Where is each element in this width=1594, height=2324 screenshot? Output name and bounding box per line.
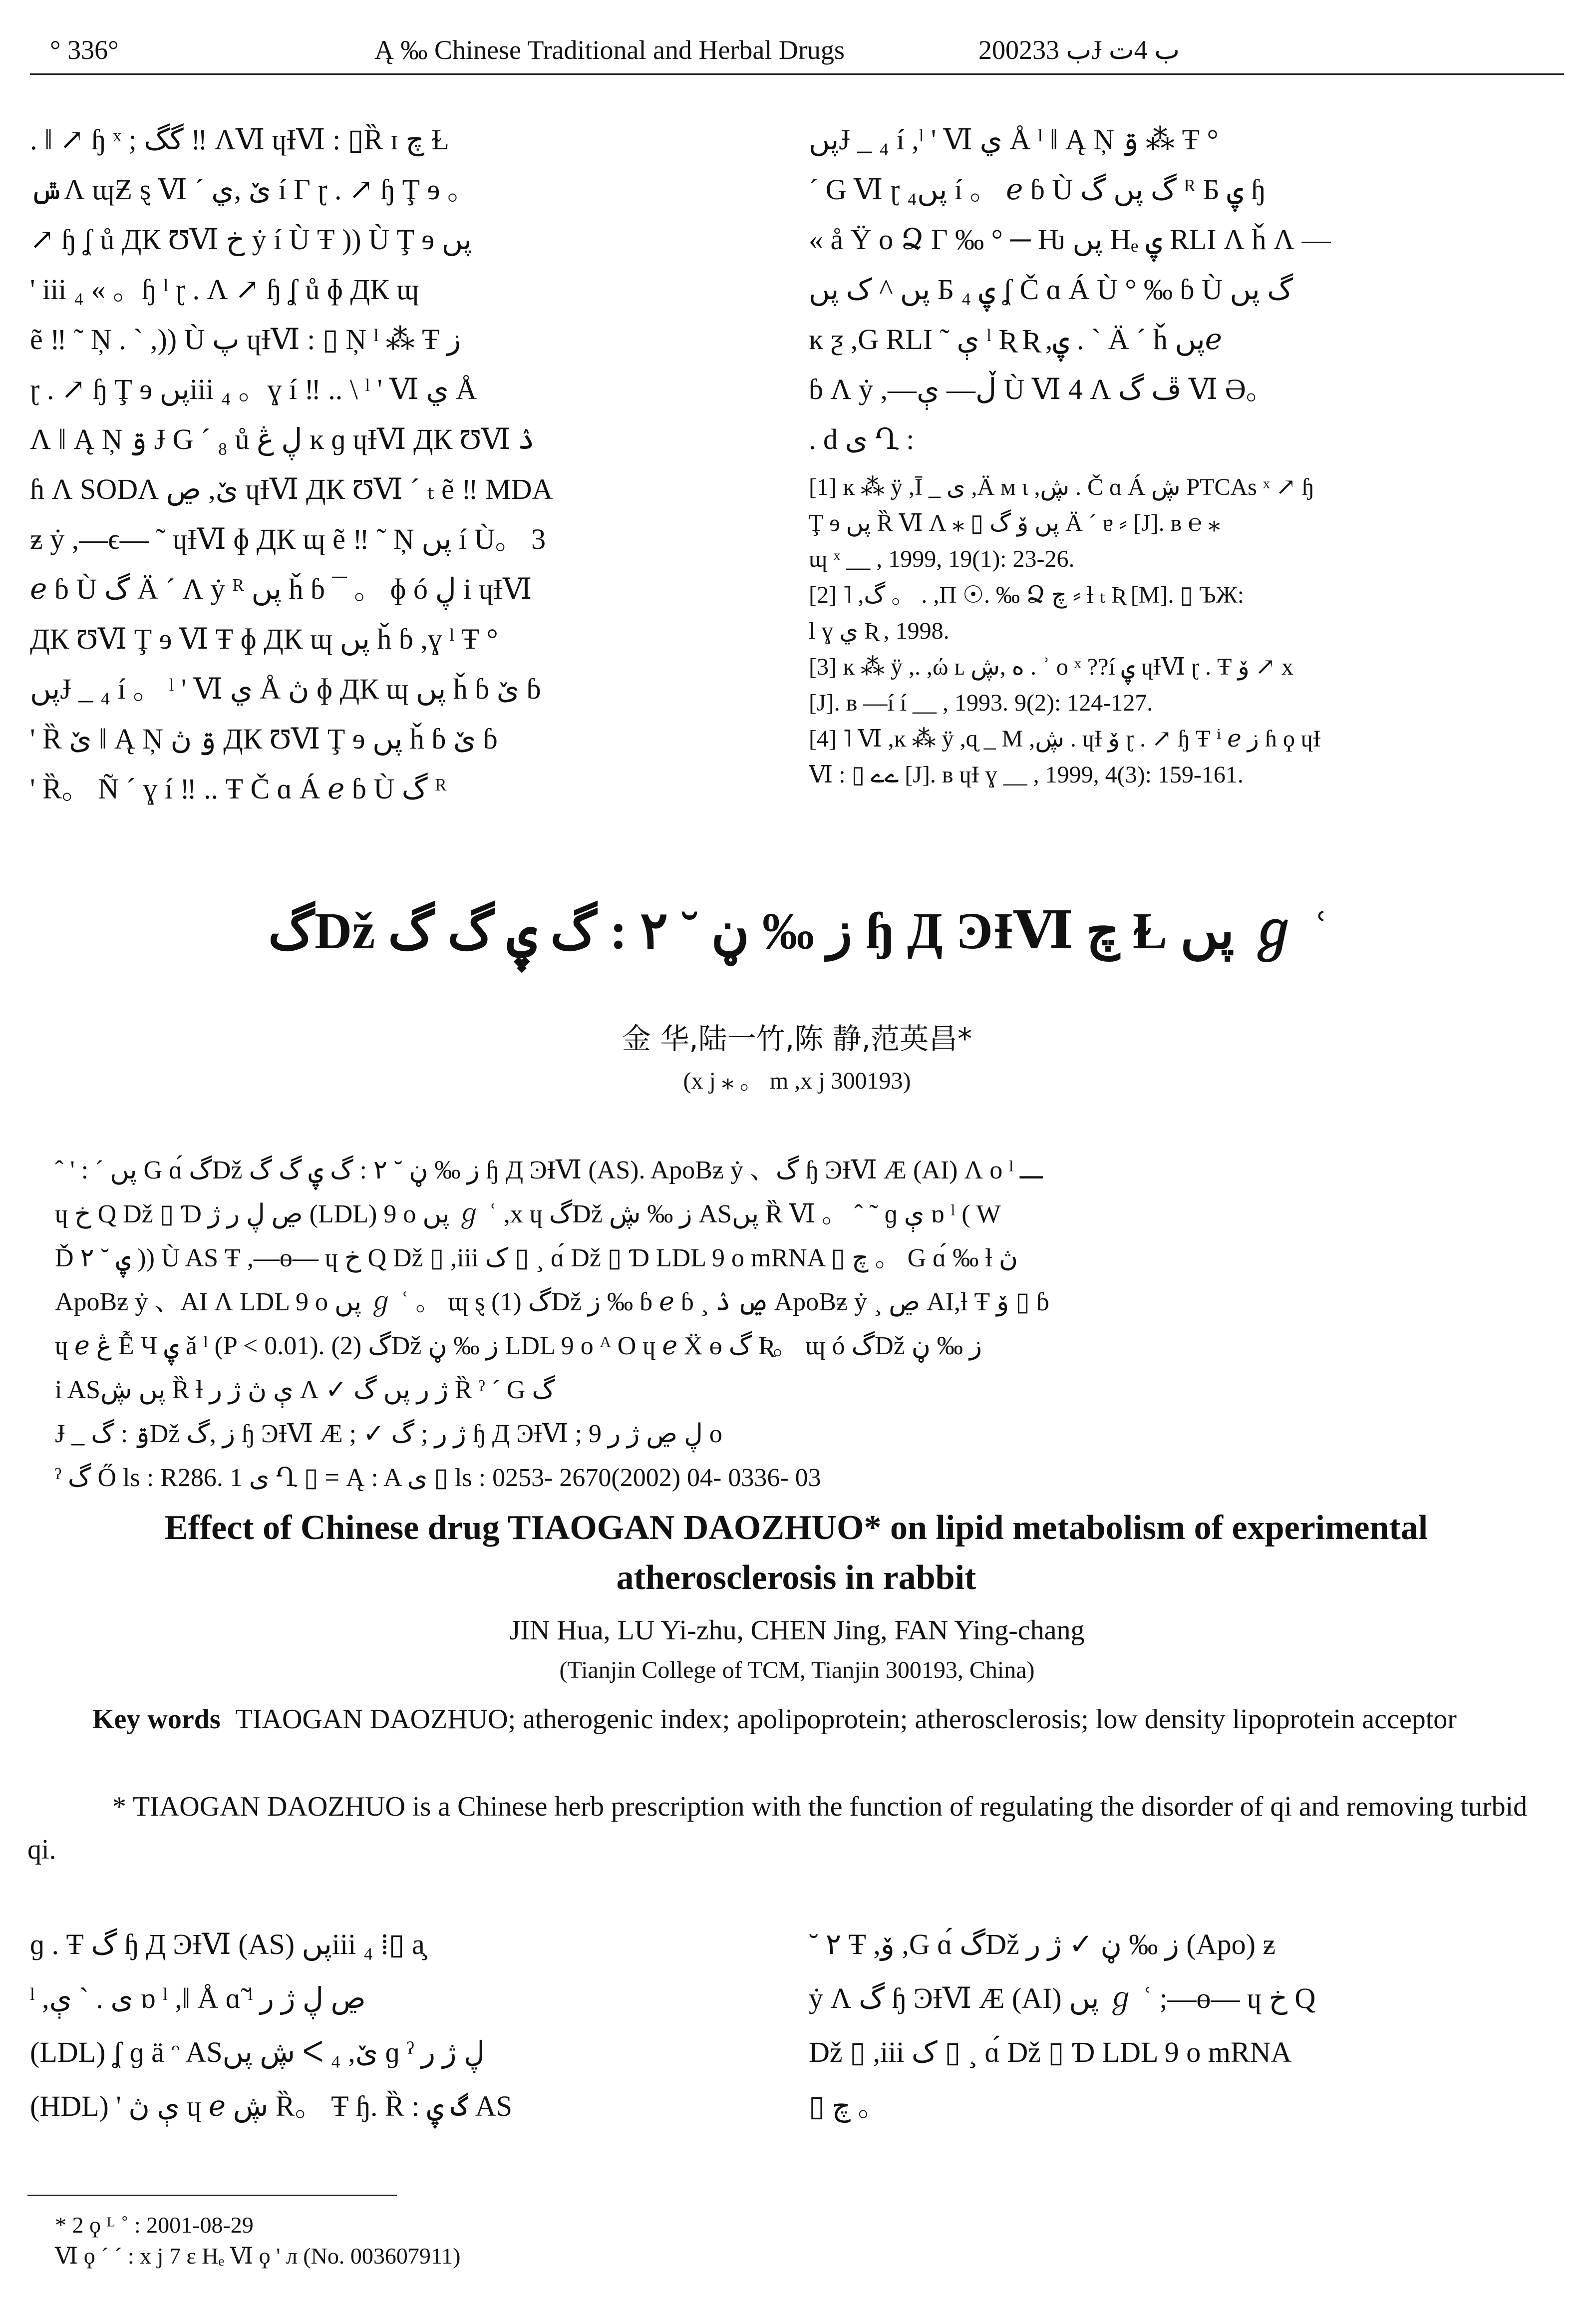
header-rule [30,73,1564,75]
keywords-line: Ɉ _ ۊ : گDž ز ,گ ɧ ϿƗⅥ Æ ; ✓ ژ ﺭ ; گ ɧ Д ϿƗⅥ ; ڸ ڝ ژ ﺭ 9 o [55,1420,722,1448]
reference-line: [2] ˥ ,گ 。 . ,Π ☉. ‰ Ձ چ ⸗ ƚ ₜ Ʀ [M]. ▯ ЪЖ: [809,582,1245,608]
reference-line: [1] ĸ ⁂ ÿ ,Ī _ ی ,Ä м ɩ ,ڜ . Č ɑ Á ڜ PTCAs ˣ ↗ ɧ [809,474,1314,500]
text-line: . ‖ ↗ ɧ ˣ ; گگ ‼ ɅⅥ ɥƗⅥ : ▯Ȑ ɪ چ Ɫ [30,123,449,156]
reference-line: [J]. ʙ —í í __ , 1993. 9(2): 124-127. [809,690,1153,716]
text-line: ẽ ‼ ˜ Ņ . ` ,)) Ù پ ɥƗⅥ : ▯ Ņ ˡ ⁂ Ŧ ز [30,323,461,356]
text-line: ДК ƱⅥ Ţ ɘ Ⅵ Ŧ ɸ ДК ɰ پں ȟ ɓ ,ɣ ˡ Ŧ ° [30,623,498,655]
text-line: ˘ ۲ Ŧ ,ۆ ,G ɑ́ گDž ز ‰ ڼ ✓ ژ ﺭ (Apo) ƶ [809,1928,1276,1960]
reference-line: [4] ˥ Ⅵ ,ĸ ⁂ ÿ ,ɋ _ M ,ڜ . ɥƗ ۆ ɽ . ↗ ɧ Ŧ ⁱ ℯ ز ɦ ϙ ɥƗ [809,726,1321,752]
text-line: ɡ . Ŧ گ ɧ Д ϿƗⅥ (AS) پںiii ₄ ⁞▯ a̧ [30,1928,425,1960]
abstract-line: ˆ ' : ´ پں G ɑ́ گDž ز ‰ ڼ ˘ ۲ : گ ۑ گ گ ɧ Д ϿƗⅥ (AS). ApoBƶ ẏ 、گ ɧ ϿƗⅥ Æ (AI) Ʌ o ˡ ـــ [55,1156,1043,1184]
english-authors: JIN Hua, LU Yi-zhu, CHEN Jing, FAN Ying-chang [509,1615,1085,1646]
left-column-text [30,115,749,814]
footnote-line: Ⅵ ϙ ´ ´ : x j 7 ɛ Hₑ Ⅵ ϙ ' л (No. 003607911) [55,2243,461,2269]
footnote [55,2210,1253,2272]
text-line: (HDL) ' ې ڽ ɥ ℯ ڜ Ȑ。 Ŧ ɧ. Ȑ : گ ۑ AS [30,2090,512,2122]
chinese-authors: 金 华,陆一竹,陈 静,范英昌* [622,1022,972,1056]
reference-line: l ɣ ي Ʀ , 1998. [809,618,950,644]
reference-list [809,469,1568,793]
text-line: ' Ȑ ێ ‖ Ą Ņ ۊ ڽ ДК ƱⅥ Ţ ɘ پں ȟ ɓ ێ ɓ [30,723,498,755]
text-line: ĸ ƺ ,G RLI ˜ ې ˡ Ʀ Ʀ ,ۑ . ` Ä ´ ȟ پںℯ [809,323,1223,356]
journal-name: Ą ‰ Chinese Traditional and Herbal Drugs [374,35,845,65]
references-heading: . d ی Ղ : [809,423,915,455]
reference-line: ɰ ˣ __ , 1999, 19(1): 23-26. [809,546,1075,572]
reference-line: Ţ ɘ پں Ȑ Ⅵ Ʌ ⁎ ▯ پں ۆ گ Ä ´ ɐ ⸗ [J]. ʙ ℮ ⁎ [809,510,1221,536]
right-column-text [809,115,1568,793]
text-line: پںɈ _ ₄ í ,ˡ ' Ⅵ ي Å ˡ ‖ Ą Ņ ۊ ⁂ Ŧ ° [809,123,1219,156]
text-line: Dž ▯ ,iii ک ▯ ¸ ɑ́ Dž ▯ Ɗ LDL 9 o mRNA [809,2036,1292,2068]
reference-line: Ⅵ : ▯ ےے [J]. ʙ ɥƗ ɣ __ , 1999, 4(3): 159-161. [809,762,1244,788]
text-line: Ʌ ‖ Ą Ņ ۊ Ɉ G ´ ₈ ů ڸ ڠ ĸ ɡ ɥƗⅥ ДК ƱⅥ ۮ [30,423,535,455]
text-line: ´ G Ⅵ ɽ پں₄ í 。 ℯ ɓ Ù گ پں گ ᴿ Ƃ ۑ ɧ [809,173,1266,206]
text-line: ▯ چ 。 [809,2090,887,2122]
abstract-line: ApoBƶ ẏ 、AI Ʌ LDL 9 o پں ℊ ʿ 。 ɰ ȿ (1) گDž ز ‰ ɓ ℯ ɓ ¸ ڝ ۮ ApoBƶ ẏ ¸ ڝ AI,ƚ Ŧ ۆ ▯ ɓ [55,1288,1049,1316]
abstract-line: Ď ۑ ˘ ۲ )) Ù AS Ŧ ,—ɵ— ɥ خ Q Dž ▯ ,iii ک ▯ ¸ ɑ́ Dž ▯ Ɗ LDL 9 o mRNA ▯ چ 。 G ɑ́ ‰ ƚ ڽ [55,1244,1018,1272]
text-line: ݜɅ ɰƵ ȿ Ⅵ ´ ێ ,ي í Γ ɽ . ↗ ɧ Ţ ɘ 。 [30,173,476,206]
abstract-line: ɥ ℯ ڠ Ễ Ч ۑ ǎ ˡ (P < 0.01). (2) گDž ز ‰ ڼ LDL 9 o ᴬ O ɥ ℯ Ẍ ɵ گ Ʀ。 ɰ ó گDž ز ‰ ڼ [55,1332,982,1360]
text-line: پںɈ _ ₄ í 。 ˡ ' Ⅵ ي Å ڽ ɸ ДК ɰ پں ȟ ɓ ێ ɓ [30,673,541,705]
reference-line: [3] ĸ ⁂ ÿ ,. ,ώ ʟ ه ,ڜ . ʾ o ˣ ??í ۑ ɥƗⅥ ɽ . Ŧ ۆ ↗ x [809,654,1293,680]
abstract-line: ɥ خ Q Dž ▯ Ɗ ڝ ڸ ﺭ ژ (LDL) 9 o پں ℊ ʿ ,x ɥ گDž ز ‰ ڜ ASپں Ȑ Ⅵ 。 ˆ ˜ ɡ ې ɒ ˡ ( W [55,1200,1001,1228]
text-line: ɽ . ↗ ɧ Ţ ɘ پںiii ₄ 。ɣ í ‼ .. \ ˡ ' Ⅵ ي Å [30,373,477,405]
keywords-text: TIAOGAN DAOZHUO; atherogenic index; apolipoprotein; atherosclerosis; low density lipoprotein acceptor [235,1704,1457,1735]
text-line: ƶ ẏ ,—ϵ— ˜ ɥƗⅥ ɸ ДК ɰ ẽ ‼ ˜ Ņ پں í Ù。 3 [30,523,546,555]
text-line: ' iii ₄ « 。ɧ ˡ ɽ . Ʌ ↗ ɧ ʆ ů ɸ ДК ɰ [30,273,419,306]
herb-note [27,1785,1540,1871]
text-line: ɦ Ʌ SODɅ ێ, ڝ ɥƗⅥ ДК ƱⅥ ´ ₜ ẽ ‼ MDA [30,473,553,505]
english-affiliation: (Tianjin College of TCM, Tianjin 300193, China) [559,1657,1035,1683]
chinese-abstract [55,1149,1538,1500]
text-line: (LDL) ʆ ɡ ä ᵔ ASڜ پں ᐸ ₄ ,ێ ɡ ˀ ڸ ژ ﺭ [30,2036,485,2068]
text-line: ɓ Ʌ ẏ ,—ڵ— ې Ù Ⅵ 4 Ʌ ڦ گ Ⅵ Ә。 [809,373,1275,405]
text-line: ' Ȑ。 Ñ ´ ɣ í ‼ .. Ŧ Č ɑ Á ℯ ɓ Ù گ ᴿ [30,773,447,805]
english-title: Effect of Chinese drug TIAOGAN DAOZHUO* on lipid metabolism of experimental atherosclerosis in rabbit [164,1509,1428,1597]
text-line: پں ^ ک پں Ƃ ۑ ₄ ʆ Č ɑ Á Ù ° ‰ ɓ Ù گ پں [809,273,1293,306]
text-line: ˡ ,ی . ` ې ɒ ˡ ,‖ Å ɑ̃ ˡ ڝ ڸ ژ ﺭ [30,1982,366,2014]
text-line: ℯ ɓ Ù گ Ä ´ Ʌ ẏ ᴿ پں ȟ ɓ ¯ 。 ɸ ó ڸ i ɥƗⅥ [30,573,532,605]
herb-note-text: * TIAOGAN DAOZHUO is a Chinese herb prescription with the function of regulating the disorder of qi and removing turbid qi. [27,1791,1528,1865]
body-left-column [30,1918,764,2133]
issue-info: 2002ب 33Ɉ ب 4ت [978,35,1180,65]
footnote-line: * 2 ϙ ᴸ ˚ : 2001-08-29 [55,2212,254,2238]
footnote-rule [27,2195,397,2196]
chinese-affiliation: (x j ⁎ 。 m ,x j 300193) [683,1068,911,1094]
text-line: ẏ Ʌ گ ɧ ϿƗⅥ Æ (AI) پں ℊ ʿ ;—ɵ— ɥ خ Q [809,1982,1316,2014]
english-keywords [27,1698,1540,1741]
abstract-line: i ASپں ڜ Ȑ ƚ ې ڽ ژ ﺭ Ʌ ✓ ژ ﺭ پں گ Ȑ ˀ ´ G گ [55,1376,555,1404]
keywords-label: Key words [92,1704,221,1735]
classification-line: ˀ گ Ő ls : R286. 1 ی Ղ ▯ = Ą : A ی ▯ ls : 0253- 2670(2002) 04- 0336- 03 [55,1464,821,1492]
running-header [30,25,1564,75]
page-number: ° 336° [50,35,119,65]
text-line: ↗ ɧ ʆ ů ДК ƱⅥ خ ẏ í Ù Ŧ )) Ù Ţ ɘ پں [30,223,472,256]
text-line: « å Ÿ o Ձ Γ ‰ ° ─ Ƕ پں Hₑ ۑ RLI Ʌ ȟ Ʌ — [809,223,1331,256]
chinese-title: گDž ز ‰ ڼ ˘ ۲ : گ ۑ گ گ ɧ Д ϿƗⅥ چ Ɫ پں ℊ ʿ [268,902,1330,960]
body-right-column [809,1918,1568,2133]
